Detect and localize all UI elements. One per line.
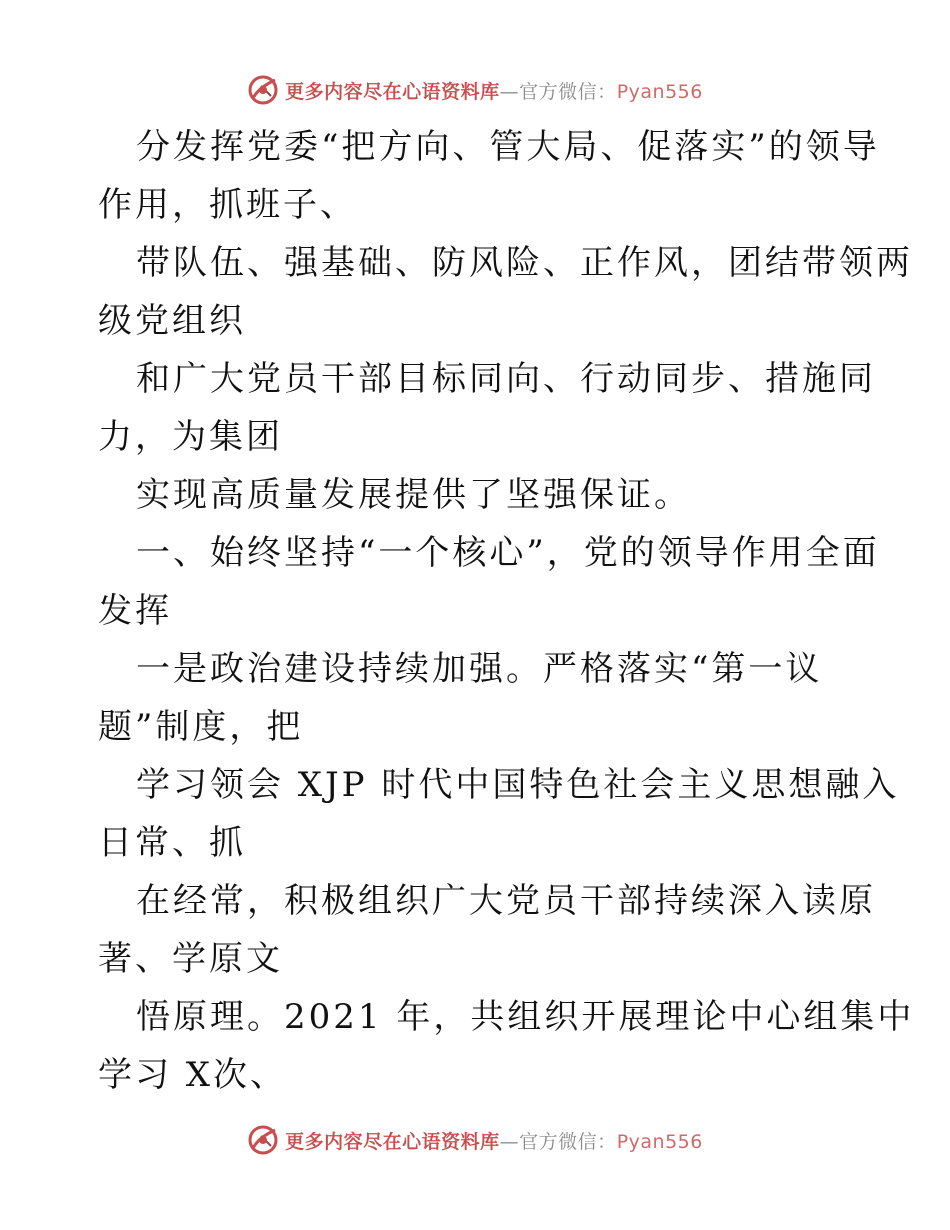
text-line: 日常、抓	[98, 823, 246, 863]
footer-wechat-id: Pyan556	[616, 1130, 703, 1153]
brand-logo-icon	[247, 1124, 279, 1156]
footer-banner-text	[285, 1127, 703, 1154]
footer-official-label: 官方微信：	[519, 1130, 617, 1153]
footer-banner	[0, 1118, 950, 1162]
text-line: 一是政治建设持续加强。严格落实“第一议	[136, 649, 823, 689]
text-line: 学习 X次、	[98, 1055, 288, 1095]
text-line: 带队伍、强基础、防风险、正作风，团结带领两	[136, 243, 913, 283]
text-line: 发挥	[98, 591, 172, 631]
document-body	[98, 118, 915, 1104]
footer-separator: —	[499, 1130, 520, 1153]
text-line: 学习领会 XJP 时代中国特色社会主义思想融入	[136, 765, 900, 805]
brand-logo-icon	[247, 74, 279, 106]
text-line: 一、始终坚持“一个核心”，党的领导作用全面	[136, 533, 880, 573]
text-line: 著、学原文	[98, 939, 283, 979]
header-official-label: 官方微信：	[519, 80, 617, 103]
text-line: 和广大党员干部目标同向、行动同步、措施同	[136, 359, 876, 399]
footer-brand-text: 更多内容尽在心语资料库	[285, 1130, 500, 1153]
text-line: 悟原理。2021 年，共组织开展理论中心组集中	[136, 997, 915, 1037]
text-line: 级党组织	[98, 301, 246, 341]
text-line: 实现高质量发展提供了坚强保证。	[136, 475, 691, 515]
header-wechat-id: Pyan556	[616, 80, 703, 103]
header-banner	[0, 68, 950, 112]
text-line: 在经常，积极组织广大党员干部持续深入读原	[136, 881, 876, 921]
header-brand-text: 更多内容尽在心语资料库	[285, 80, 500, 103]
text-line: 题”制度，把	[98, 707, 304, 747]
text-line: 作用，抓班子、	[98, 185, 357, 225]
header-banner-text	[285, 77, 703, 104]
text-line: 分发挥党委“把方向、管大局、促落实”的领导	[136, 127, 880, 167]
header-separator: —	[499, 80, 520, 103]
text-line: 力，为集团	[98, 417, 283, 457]
